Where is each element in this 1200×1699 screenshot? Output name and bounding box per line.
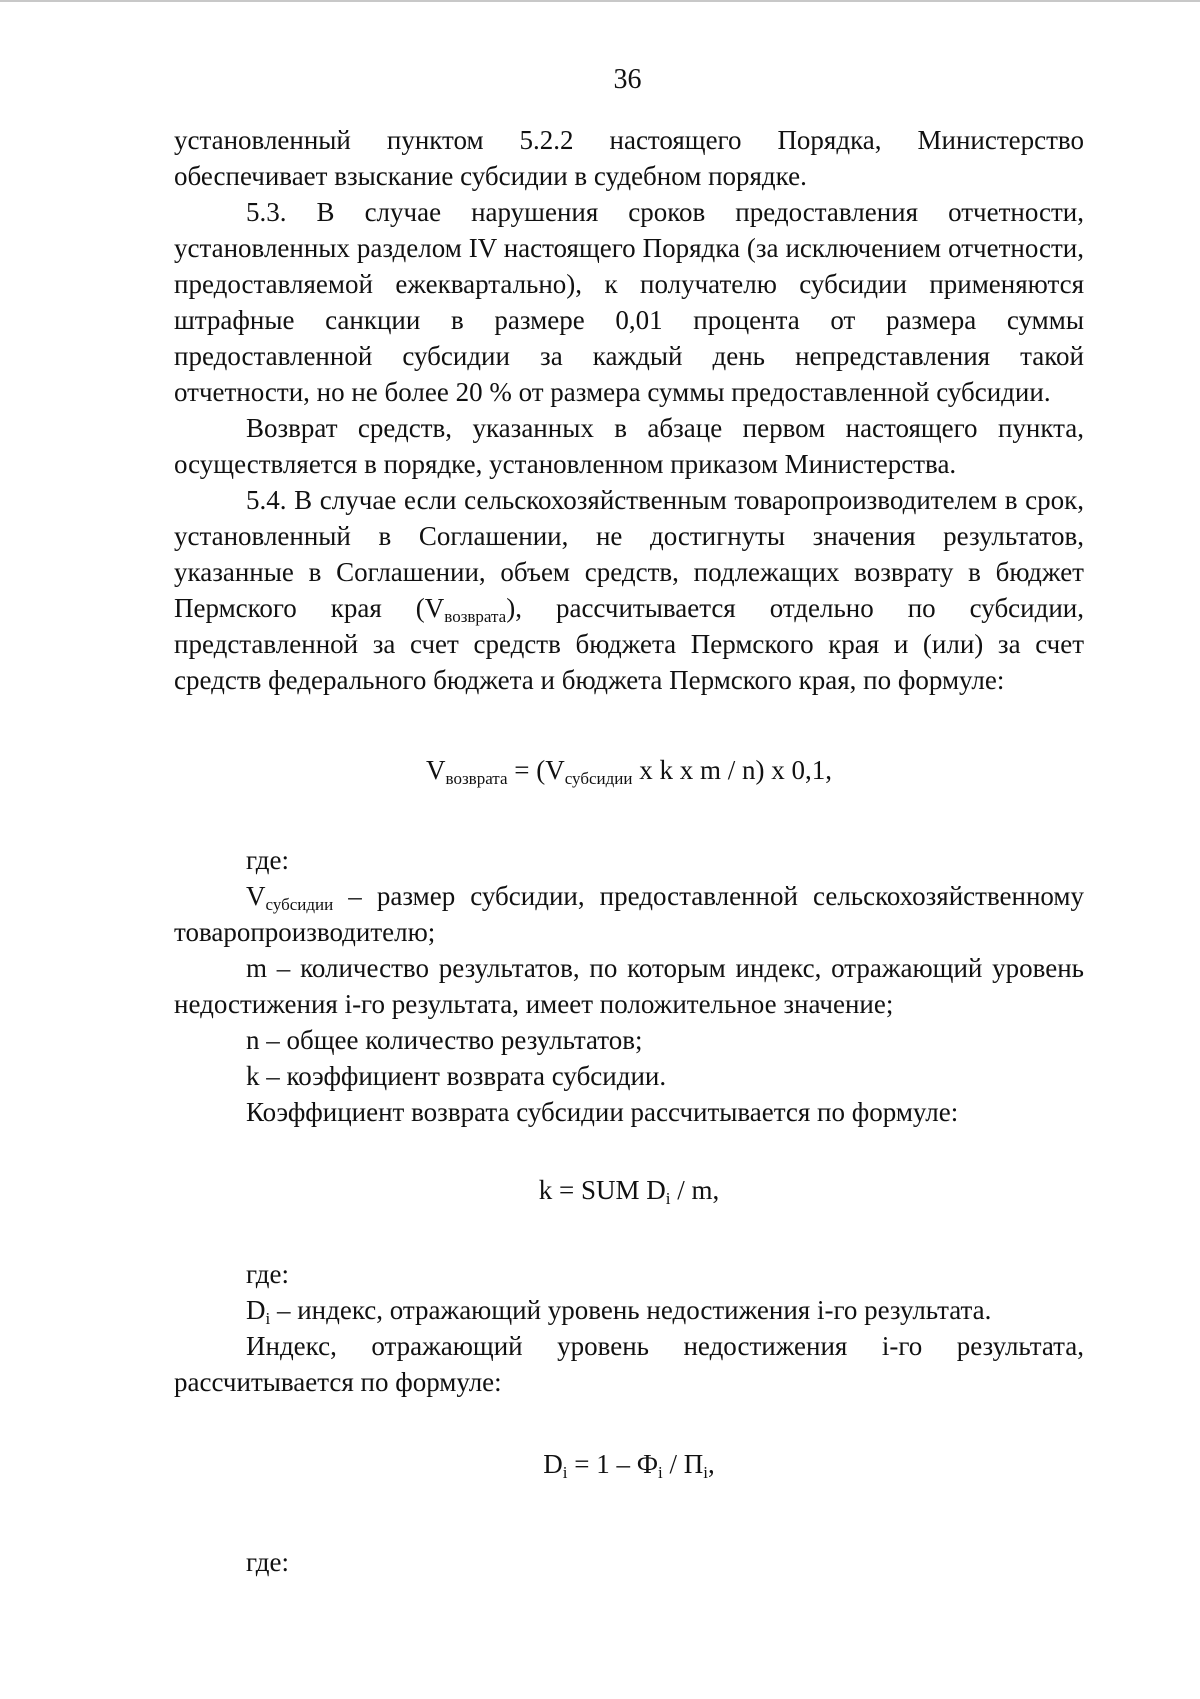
- formula-d-mid2: / П: [662, 1449, 704, 1479]
- formula-v-eq: = (V: [507, 755, 565, 785]
- definition-n: n – общее количество результатов;: [246, 1025, 643, 1055]
- definition-m: m – количество результатов, по которым индекс, отражающий уровень недостижения i-го результата, имеет положительное значение;: [174, 953, 1084, 1019]
- paragraph-continuation: установленный пунктом 5.2.2 настоящего Порядка, Министерство обеспечивает взыскание субсидии в судебном порядке.: [174, 125, 1084, 191]
- where-label-1: где:: [246, 845, 289, 875]
- definition-v-subscript: субсидии: [265, 895, 334, 914]
- formula-d-mid: = 1 – Ф: [567, 1449, 659, 1479]
- formula-v-lhs-sub: возврата: [445, 769, 508, 788]
- paragraph-5-4: [174, 482, 1084, 698]
- d-formula-intro: Индекс, отражающий уровень недостижения i-го результата, рассчитывается по формуле:: [174, 1331, 1084, 1397]
- paragraph-5-3: 5.3. В случае нарушения сроков предоставления отчетности, установленных разделом IV настоящего Порядка (за исключением отчетности, предоставляемой ежеквартально), к получателю субсидии применяются штрафные санкции в размере 0,01 процента от размера суммы предоставленной субсидии за каждый день непредставления такой отчетности, но не более 20 % от размера суммы предоставленной субсидии.: [174, 197, 1084, 407]
- formula-d-lhs-sub: i: [562, 1463, 568, 1482]
- formula-k-rest: / m,: [670, 1175, 720, 1205]
- definition-d-text: – индекс, отражающий уровень недостижения i-го результата.: [270, 1295, 992, 1325]
- definition-v-text: – размер субсидии, предоставленной сельскохозяйственному товаропроизводителю;: [174, 881, 1084, 947]
- paragraph-5-4-subscript: возврата: [444, 607, 507, 626]
- formula-k-sub: i: [665, 1189, 671, 1208]
- definition-k: k – коэффициент возврата субсидии.: [246, 1061, 667, 1091]
- definition-v-subsidy: [174, 878, 1084, 950]
- k-formula-intro: Коэффициент возврата субсидии рассчитывается по формуле:: [246, 1097, 959, 1127]
- formula-d-rest: ,: [708, 1449, 715, 1479]
- where-label-2: где:: [246, 1259, 289, 1289]
- paragraph-5-4-part-a: 5.4. В случае если сельскохозяйственным товаропроизводителем в срок, установленный в Соглашении, не достигнуты значения результатов, указанные в Соглашении, объем средств, подлежащих возврату в бюджет Пермского края (V: [174, 485, 1084, 623]
- page-number: 36: [613, 64, 642, 95]
- formula-k: [174, 1172, 1084, 1208]
- formula-d-lhs: D: [543, 1449, 563, 1479]
- where-label-3: где:: [246, 1547, 289, 1577]
- definition-d-symbol: D: [246, 1295, 266, 1325]
- page-body: [174, 122, 1084, 1580]
- top-edge-line: [0, 0, 1200, 2]
- paragraph-refund: Возврат средств, указанных в абзаце первом настоящего пункта, осуществляется в порядке, установленном приказом Министерства.: [174, 413, 1084, 479]
- formula-d-mid2-sub: i: [703, 1463, 708, 1482]
- definition-d-subscript: i: [265, 1309, 271, 1328]
- formula-v-lhs: V: [426, 755, 446, 785]
- definition-v-symbol: V: [246, 881, 266, 911]
- formula-d: [174, 1446, 1084, 1482]
- definition-d: [174, 1292, 1084, 1328]
- formula-d-mid-sub: i: [658, 1463, 663, 1482]
- formula-v-rest: x k x m / n) x 0,1,: [632, 755, 832, 785]
- formula-k-lhs: k = SUM D: [538, 1175, 666, 1205]
- formula-v-refund: [174, 752, 1084, 788]
- paragraph-5-4-part-b: ), рассчитывается отдельно по субсидии, представленной за счет средств бюджета Пермского края и (или) за счет средств федерального бюджета и бюджета Пермского края, по формуле:: [174, 593, 1084, 695]
- formula-v-mid-sub: субсидии: [564, 769, 633, 788]
